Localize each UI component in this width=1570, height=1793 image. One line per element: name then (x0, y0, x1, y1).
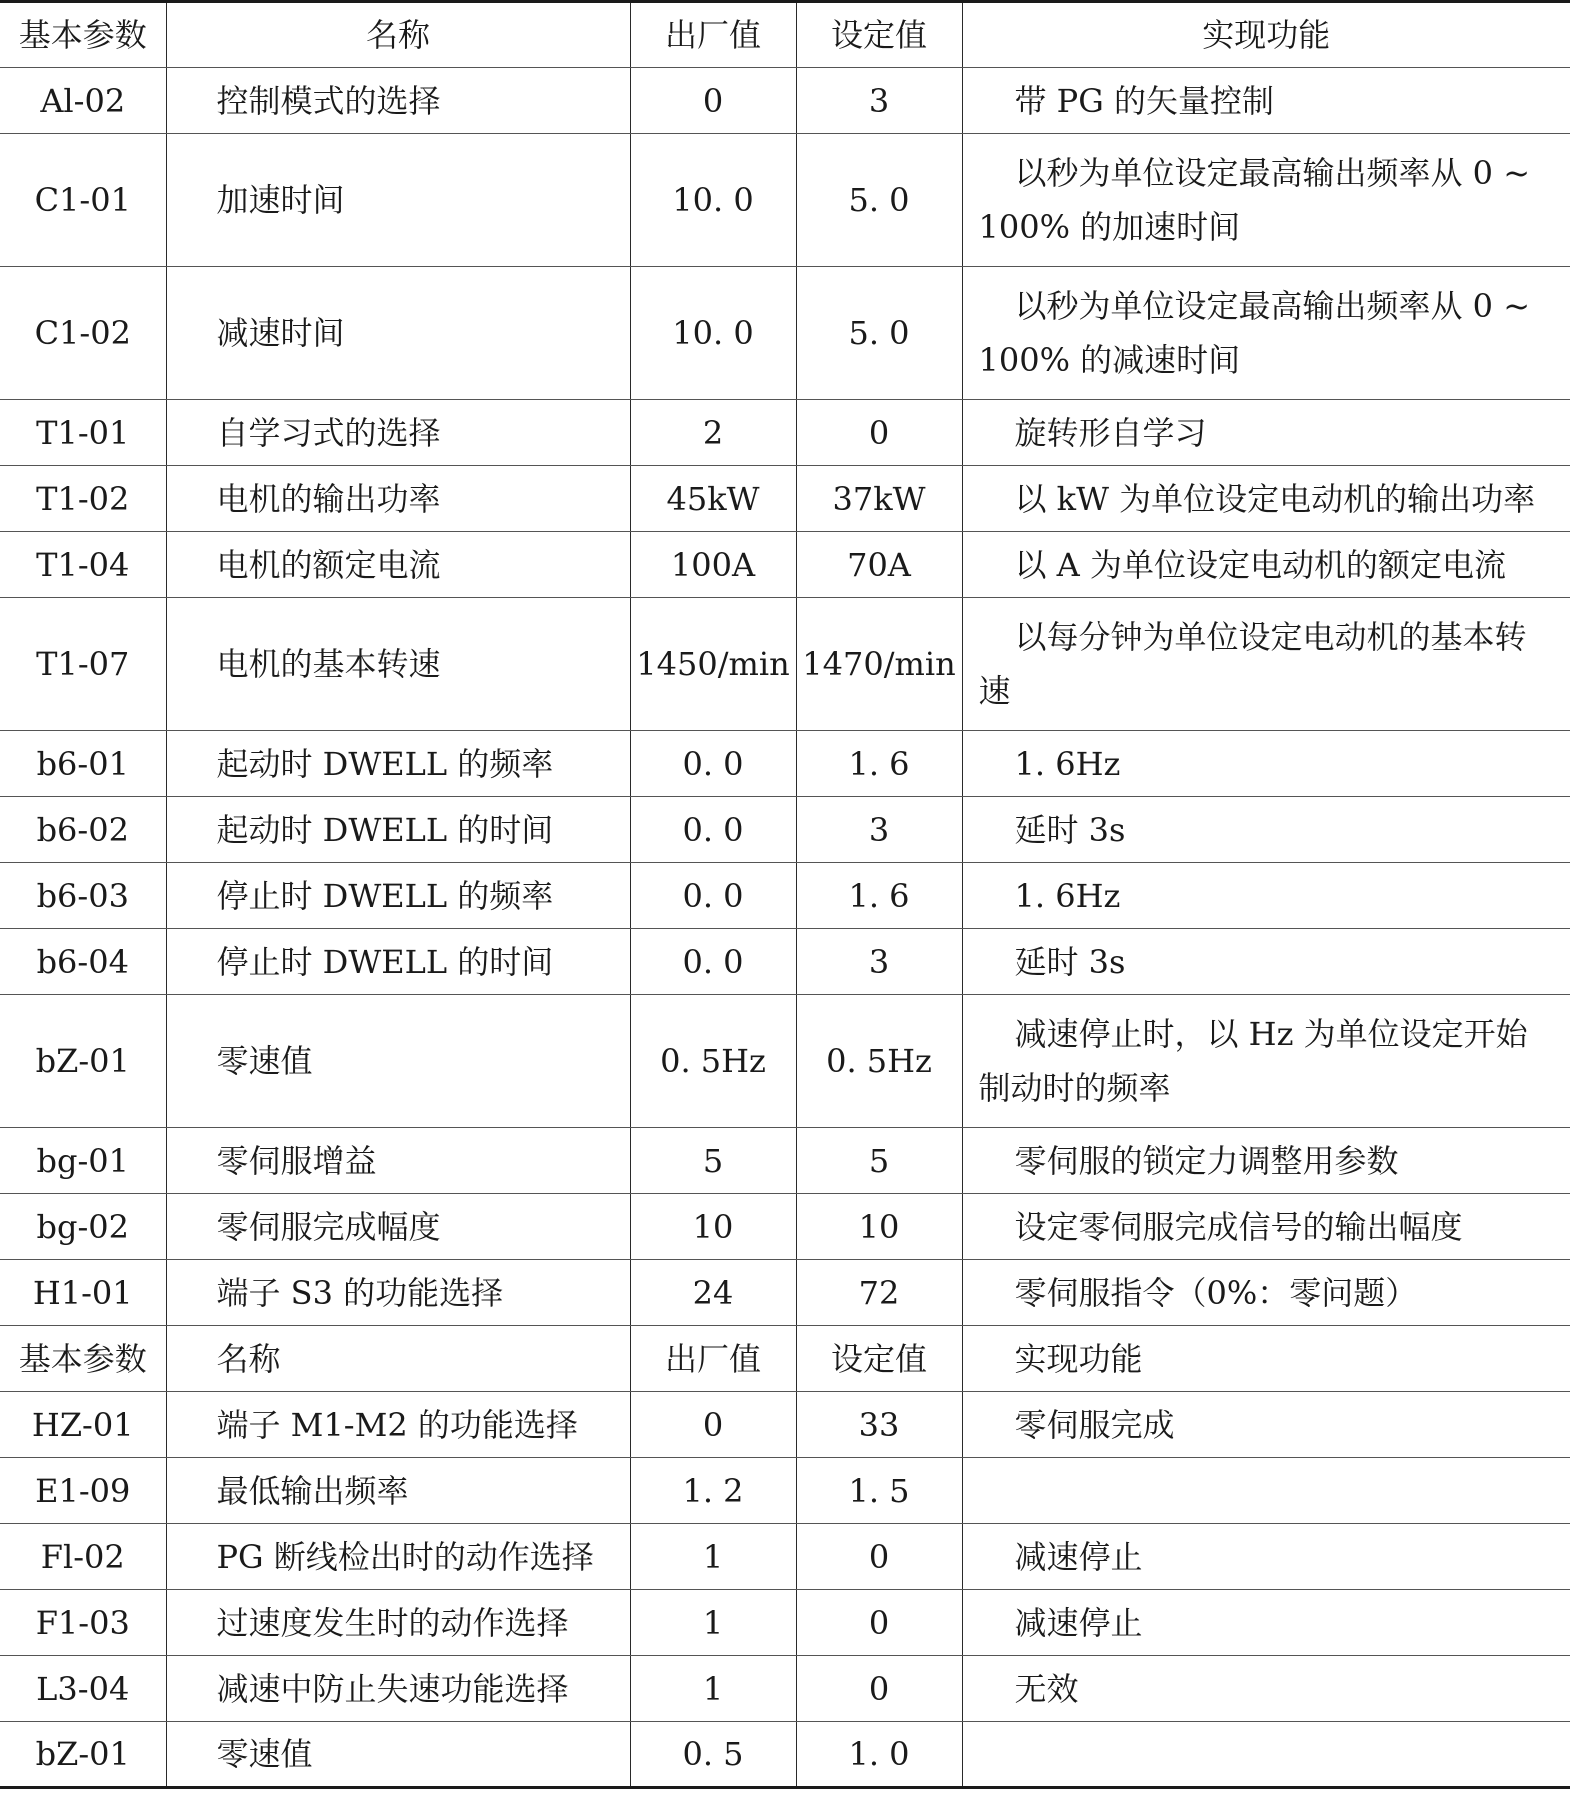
factory-value: 24 (630, 1260, 796, 1326)
setting-value: 0. 5Hz (796, 995, 962, 1128)
param-name: 加速时间 (166, 134, 630, 267)
setting-value: 37kW (796, 466, 962, 532)
factory-value: 1450/min (630, 598, 796, 731)
factory-value: 1 (630, 1590, 796, 1656)
param-code: HZ-01 (0, 1392, 166, 1458)
factory-value: 10. 0 (630, 134, 796, 267)
table-row (0, 1194, 1570, 1260)
setting-value: 1470/min (796, 598, 962, 731)
table-row (0, 995, 1570, 1128)
function-desc (962, 1458, 1570, 1524)
setting-value: 70A (796, 532, 962, 598)
param-code: b6-03 (0, 863, 166, 929)
param-code: C1-01 (0, 134, 166, 267)
param-code: T1-01 (0, 400, 166, 466)
setting-value: 0 (796, 1524, 962, 1590)
param-name: 停止时 DWELL 的频率 (166, 863, 630, 929)
table-row (0, 267, 1570, 400)
function-desc: 减速停止 (962, 1590, 1570, 1656)
function-desc: 设定零伺服完成信号的输出幅度 (962, 1194, 1570, 1260)
setting-value: 33 (796, 1392, 962, 1458)
param-name: 过速度发生时的动作选择 (166, 1590, 630, 1656)
param-name: 自学习式的选择 (166, 400, 630, 466)
function-desc: 以 A 为单位设定电动机的额定电流 (962, 532, 1570, 598)
param-name: 零伺服增益 (166, 1128, 630, 1194)
param-code: T1-07 (0, 598, 166, 731)
param-name: 端子 S3 的功能选择 (166, 1260, 630, 1326)
function-desc: 带 PG 的矢量控制 (962, 68, 1570, 134)
param-name: 减速中防止失速功能选择 (166, 1656, 630, 1722)
factory-value: 0. 0 (630, 731, 796, 797)
setting-value: 5 (796, 1128, 962, 1194)
param-code: bg-01 (0, 1128, 166, 1194)
function-desc (962, 1722, 1570, 1788)
param-code: b6-04 (0, 929, 166, 995)
table-row (0, 134, 1570, 267)
header-function: 实现功能 (962, 2, 1570, 68)
setting-value: 5. 0 (796, 134, 962, 267)
factory-value: 5 (630, 1128, 796, 1194)
param-code: T1-02 (0, 466, 166, 532)
table-row (0, 731, 1570, 797)
factory-value: 1 (630, 1656, 796, 1722)
param-name: 电机的额定电流 (166, 532, 630, 598)
factory-value: 1 (630, 1524, 796, 1590)
function-desc: 1. 6Hz (962, 863, 1570, 929)
factory-value: 0 (630, 68, 796, 134)
param-name: 零速值 (166, 1722, 630, 1788)
param-code: L3-04 (0, 1656, 166, 1722)
factory-value: 10. 0 (630, 267, 796, 400)
function-desc: 减速停止 (962, 1524, 1570, 1590)
table-row (0, 1260, 1570, 1326)
function-desc: 延时 3s (962, 797, 1570, 863)
table-row (0, 1524, 1570, 1590)
setting-value: 72 (796, 1260, 962, 1326)
function-desc: 无效 (962, 1656, 1570, 1722)
param-name: 起动时 DWELL 的时间 (166, 797, 630, 863)
param-name: PG 断线检出时的动作选择 (166, 1524, 630, 1590)
param-code: bZ-01 (0, 1722, 166, 1788)
param-name: 电机的基本转速 (166, 598, 630, 731)
function-desc: 以秒为单位设定最高输出频率从 0 ~ 100% 的加速时间 (962, 134, 1570, 267)
repeat-header-factory-value: 出厂值 (630, 1326, 796, 1392)
setting-value: 1. 5 (796, 1458, 962, 1524)
header-code: 基本参数 (0, 2, 166, 68)
factory-value: 0. 0 (630, 929, 796, 995)
factory-value: 0. 0 (630, 797, 796, 863)
function-desc: 1. 6Hz (962, 731, 1570, 797)
setting-value: 0 (796, 400, 962, 466)
param-name: 最低输出频率 (166, 1458, 630, 1524)
table-row (0, 598, 1570, 731)
setting-value: 0 (796, 1656, 962, 1722)
table-row (0, 1392, 1570, 1458)
factory-value: 100A (630, 532, 796, 598)
table-row (0, 1656, 1570, 1722)
header-name: 名称 (166, 2, 630, 68)
param-code: T1-04 (0, 532, 166, 598)
param-code: b6-02 (0, 797, 166, 863)
factory-value: 0. 5 (630, 1722, 796, 1788)
factory-value: 0. 5Hz (630, 995, 796, 1128)
table-repeat-header-row (0, 1326, 1570, 1392)
function-desc: 零伺服的锁定力调整用参数 (962, 1128, 1570, 1194)
repeat-header-setting-value: 设定值 (796, 1326, 962, 1392)
param-code: C1-02 (0, 267, 166, 400)
table-row (0, 929, 1570, 995)
repeat-header-code: 基本参数 (0, 1326, 166, 1392)
param-name: 零速值 (166, 995, 630, 1128)
factory-value: 1. 2 (630, 1458, 796, 1524)
param-code: Al-02 (0, 68, 166, 134)
factory-value: 0. 0 (630, 863, 796, 929)
setting-value: 3 (796, 797, 962, 863)
setting-value: 5. 0 (796, 267, 962, 400)
param-name: 减速时间 (166, 267, 630, 400)
table-row (0, 532, 1570, 598)
param-code: F1-03 (0, 1590, 166, 1656)
table-row (0, 1458, 1570, 1524)
param-name: 停止时 DWELL 的时间 (166, 929, 630, 995)
table-row (0, 400, 1570, 466)
setting-value: 10 (796, 1194, 962, 1260)
param-code: H1-01 (0, 1260, 166, 1326)
param-name: 控制模式的选择 (166, 68, 630, 134)
factory-value: 45kW (630, 466, 796, 532)
header-setting-value: 设定值 (796, 2, 962, 68)
factory-value: 0 (630, 1392, 796, 1458)
repeat-header-name: 名称 (166, 1326, 630, 1392)
setting-value: 0 (796, 1590, 962, 1656)
function-desc: 延时 3s (962, 929, 1570, 995)
function-desc: 以每分钟为单位设定电动机的基本转速 (962, 598, 1570, 731)
table-row (0, 1128, 1570, 1194)
param-code: bg-02 (0, 1194, 166, 1260)
function-desc: 旋转形自学习 (962, 400, 1570, 466)
header-factory-value: 出厂值 (630, 2, 796, 68)
function-desc: 零伺服指令（0%：零问题） (962, 1260, 1570, 1326)
function-desc: 零伺服完成 (962, 1392, 1570, 1458)
table-row (0, 68, 1570, 134)
setting-value: 1. 6 (796, 863, 962, 929)
param-name: 端子 M1-M2 的功能选择 (166, 1392, 630, 1458)
setting-value: 3 (796, 929, 962, 995)
param-name: 起动时 DWELL 的频率 (166, 731, 630, 797)
setting-value: 1. 0 (796, 1722, 962, 1788)
table-row (0, 1722, 1570, 1788)
table-row (0, 797, 1570, 863)
param-name: 零伺服完成幅度 (166, 1194, 630, 1260)
repeat-header-function: 实现功能 (962, 1326, 1570, 1392)
function-desc: 以秒为单位设定最高输出频率从 0 ~ 100% 的减速时间 (962, 267, 1570, 400)
param-code: Fl-02 (0, 1524, 166, 1590)
setting-value: 1. 6 (796, 731, 962, 797)
setting-value: 3 (796, 68, 962, 134)
factory-value: 2 (630, 400, 796, 466)
function-desc: 减速停止时，以 Hz 为单位设定开始制动时的频率 (962, 995, 1570, 1128)
function-desc: 以 kW 为单位设定电动机的输出功率 (962, 466, 1570, 532)
param-code: bZ-01 (0, 995, 166, 1128)
table-header-row (0, 2, 1570, 68)
param-name: 电机的输出功率 (166, 466, 630, 532)
param-code: E1-09 (0, 1458, 166, 1524)
table-row (0, 863, 1570, 929)
table-row (0, 1590, 1570, 1656)
table-row (0, 466, 1570, 532)
factory-value: 10 (630, 1194, 796, 1260)
param-code: b6-01 (0, 731, 166, 797)
